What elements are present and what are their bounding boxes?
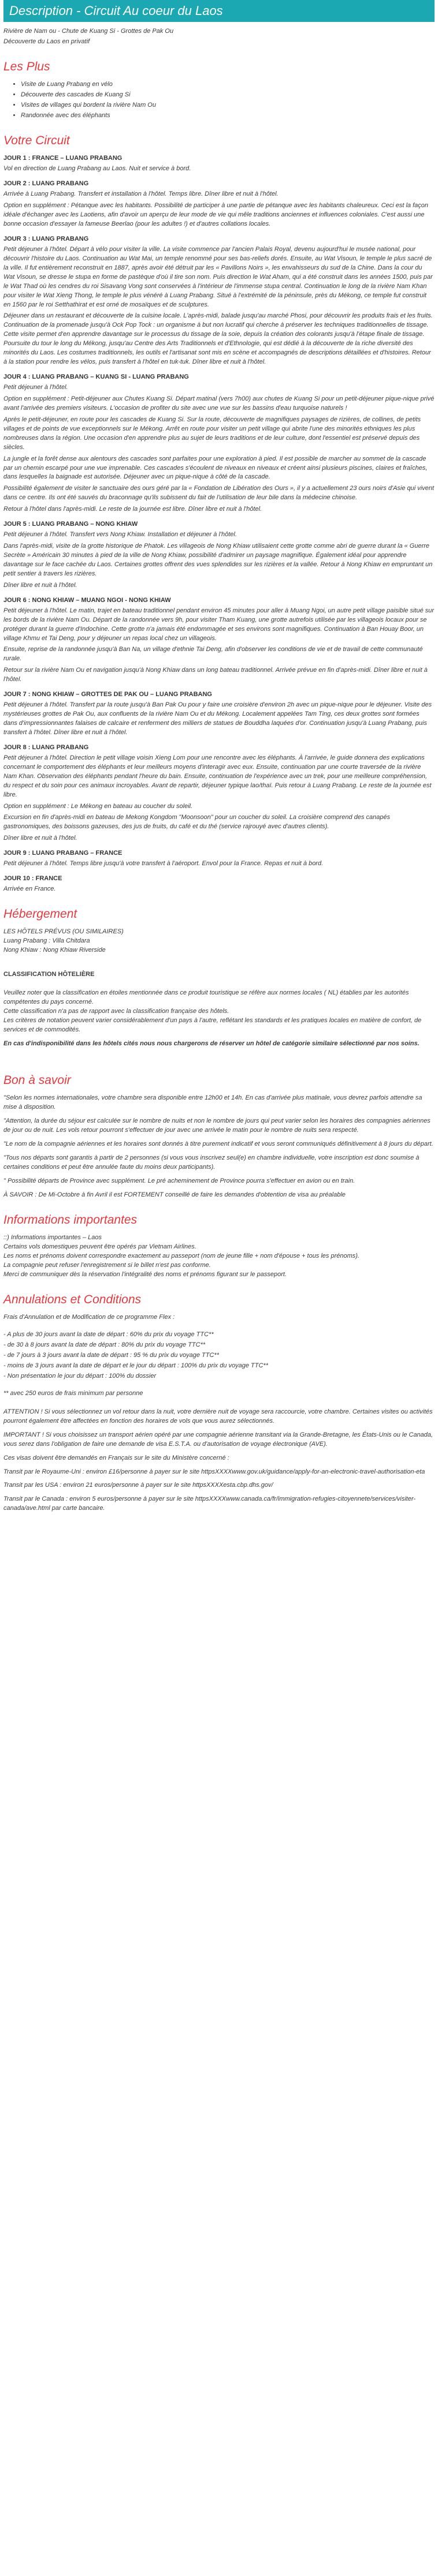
day-paragraph: Petit déjeuner à l'hôtel. Départ à vélo pour visiter la ville. La visite commence par l'ancien Palais Royal, devenu aujourd'hui le musée national, pour découvrir l'histoire du Laos. Continuation au Wat Mai, un temple renommé pour ses bas-reliefs dorés. Ensuite, au Wat Visoun, le temple le plus sacré de la ville. Il fut entièrement reconstruit en 1887, après avoir été détruit par les « Pavillons Noirs », les envahisseurs du sud de la Chine. Dans la cour du Wat Visoun, se dresse le stupa en forme de pastèque d'où il tire son nom. Puis direction le Wat Aham, qui a été construit dans les années 1500, puis par le Wat Thad où les cendres du roi Sisavang Vong sont conservées à l'intérieur de l'immense stupa central. Continuation le long de la rivière Nam Khan pour visiter le Wat Xieng Thong, le temple le plus vénéré à Luang Prabang. Situé à l'extrémité de la péninsule, près du Mékong, ce temple fut construit en 1560 par le roi Setthathirat et est orné de mosaïques et de sculptures. [3, 245, 433, 308]
classification-title: CLASSIFICATION HÔTELIÈRE [3, 971, 95, 978]
day-paragraph: Ensuite, reprise de la randonnée jusqu'à Ban Na, un village d'ethnie Tai Deng, afin d'observer les conditions de vie et de travail de cette communauté rurale. [3, 646, 423, 663]
day-paragraph: Petit déjeuner à l'hôtel. Temps libre jusqu'à votre transfert à l'aéroport. Envol pour la France. Repas et nuit à bord. [3, 860, 324, 868]
list-item: • Randonnée avec des éléphants [21, 111, 435, 121]
itinerary [3, 154, 435, 894]
day-title: JOUR 5 : LUANG PRABANG – NONG KHIAW [3, 521, 138, 528]
paragraph: "Selon les normes internationales, votre chambre sera disponible entre 12h00 et 14h. En cas d'arrivée plus matinale, vous devrez parfois attendre sa mise à disposition. [3, 1094, 422, 1111]
page-title: Description - Circuit Au coeur du Laos [3, 0, 435, 22]
day-paragraph: Arrivée en France. [3, 885, 56, 893]
cancellation-line: - moins de 3 jours avant la date de départ et le jour du départ : 100% du prix du voyage TTC** [3, 1362, 268, 1370]
day-title: JOUR 9 : LUANG PRABANG – FRANCE [3, 850, 123, 857]
day-title: JOUR 7 : NONG KHIAW – GROTTES DE PAK OU – LUANG PRABANG [3, 691, 212, 698]
hotel-line: Luang Prabang : Villa Chitdara [3, 937, 90, 945]
cancellation-line: - A plus de 30 jours avant la date de départ : 60% du prix du voyage TTC** [3, 1331, 214, 1339]
day-paragraph: Petit déjeuner à l'hôtel. [3, 384, 68, 391]
day-block [3, 373, 435, 514]
informations-section [3, 1233, 435, 1280]
day-paragraph: Après le petit-déjeuner, en route pour les cascades de Kuang Si. Sur la route, découverte de magnifiques paysages de rizières, de collines, de petits villages et de points de vue exceptionnels sur le Mékong. Arrêt en route pour visiter un petit village qui abrite l'une des minorités ethniques les plus nombreuses dans la région. Une occasion d'en apprendre plus au sujet de leurs traditions et de leur culture, dont l'essentiel est préservé depuis des siècles. [3, 416, 421, 451]
day-paragraph: Petit déjeuner à l'hôtel. Le matin, trajet en bateau traditionnel pendant environ 45 minutes pour aller à Muang Ngoi, un autre petit village paisible situé sur les bords de la rivière Nam Ou. Départ de la randonnée vers 9h, pour visiter Tham Kuang, une grotte autrefois utilisée par les villageois locaux pour se protéger durant la guerre d'Indochine. Cette grotte n'a jamais été endommagée et ses environs sont magnifiques. Continuation à Ban Houay Boor, un village Khmu et Tai Deng, pour y déjeuner un repas local chez un villageois. [3, 607, 435, 642]
day-block [3, 180, 435, 229]
day-paragraph: Petit déjeuner à l'hôtel. Transfert par la route jusqu'à Ban Pak Ou pour y faire une croisière d'environ 2h avec un pique-nique pour le déjeuner. Visite des mystérieuses grottes de Pak Ou, aux confluents de la rivière Nam Ou et du Mékong. Localement appelées Tam Ting, ces deux grottes sont formées dans d'impressionnantes falaises de calcaire et renferment des milliers de statues de Bouddha laquées d'or. Continuation jusqu'à Luang Prabang, puis transfert à l'hôtel. Dîner libre et nuit à l'hôtel. [3, 701, 432, 736]
paragraph: Frais d'Annulation et de Modification de ce programme Flex : [3, 1314, 175, 1321]
hebergement-section [3, 928, 435, 1048]
footnote: ** avec 250 euros de frais minimum par personne [3, 1389, 143, 1397]
important-note: IMPORTANT ! Si vous choisissez un transport aérien opéré par une compagnie aérienne transitant via la Grande-Bretagne, les États-Unis ou le Canada, vous serez dans l'obligation de faire une demande de visa E.S.T.A. ou d'autorisation de voyage électronique (AVE). [3, 1431, 433, 1448]
day-block [3, 874, 435, 894]
day-paragraph: Possibilité également de visiter le sanctuaire des ours géré par la « Fondation de Libération des Ours », il y a actuellement 23 ours noirs d'Asie qui vivent dans ce centre. Ils ont été sauvés du braconnage qu'ils subissent du fait de l'utilisation de leur bile dans la médecine chinoise. [3, 485, 435, 502]
paragraph: "Attention, la durée du séjour est calculée sur le nombre de nuits et non le nombre de jours qui peut varier selon les horaires des compagnies aériennes de jour ou de nuit. Les vols retour pourront s'effectuer de jour avec une arrivée le matin pour le nombre de nuits sera respecté. [3, 1117, 430, 1134]
day-paragraph: Dîner libre et nuit à l'hôtel. [3, 581, 77, 589]
day-block [3, 235, 435, 367]
day-paragraph: Option en supplément : Petit-déjeuner aux Chutes Kuang Si. Départ matinal (vers 7h00) aux chutes de Kuang Si pour un petit-déjeuner pique-nique privé avant l'arrivée des premiers visiteurs. L'occasion de profiter du site avec une vue sur les bassins d'eau turquoise naturels ! [3, 395, 435, 412]
visa-line: Ces visas doivent être demandés en Français sur le site du Ministère concerné : [3, 1454, 229, 1461]
day-paragraph: Retour à l'hôtel dans l'après-midi. Le reste de la journée est libre. Dîner libre et nuit à l'hôtel. [3, 506, 262, 513]
day-paragraph: La jungle et la forêt dense aux alentours des cascades sont parfaites pour une exploration à pied. Il est possible de marcher au sommet de la cascade par un chemin escarpé pour une vue imprenable. Ces cascades s'écoulent de niveaux en niveaux et créent ainsi plusieurs piscines, claires et fraîches, dans lesquelles la baignade est autorisée. Déjeuner avec un pique-nique à côté de la cascade. [3, 455, 428, 481]
day-paragraph: Dans l'après-midi, visite de la grotte historique de Phatok. Les villageois de Nong Khiaw utilisaient cette grotte comme abri de guerre durant la « Guerre Secrète » Américain 30 minutes à pied de la ville de Nong Khiaw, possibilité d'admirer un paysage magnifique. Également idéal pour apprendre davantage sur le face cachée du Laos. Certaines grottes offrent des vues splendides sur les rizières et la vallée. Retour à Nong Khiaw en empruntant un petit sentier à travers les rizières. [3, 543, 433, 577]
classification-text: Cette classification n'a pas de rapport avec la classification française des hôtels. [3, 1008, 229, 1015]
intro-line: Découverte du Laos en privatif [3, 38, 90, 45]
day-paragraph: Déjeuner dans un restaurant et découverte de la cuisine locale. L'après-midi, balade jusqu'au marché Phosi, pour découvrir les produits frais et les fruits. Continuation de la promenade jusqu'à Ock Pop Tock : un organisme à but non lucratif qui cherche à préserver les techniques traditionnelles de tissage. Cette visite permet d'en apprendre davantage sur le processus du tissage de la soie, depuis la création des colorants jusqu'à l'étape finale de tissage. Poursuite du tour le long du Mékong, jusqu'au Centre des Arts Traditionnels et d'Ethnologie, qui est dédié à la découverte de la riche diversité des minorités du Laos. Les costumes traditionnels, les outils et l'artisanat sont mis en scène et accompagnés de descriptions détaillées et d'histoires. Retour à la station pour rendre les vélos, puis transfert à l'hôtel en tuk-tuk. Dîner libre et nuit à l'hôtel. [3, 312, 433, 366]
plus-list [3, 80, 435, 121]
heading-hebergement: Hébergement [3, 907, 77, 921]
cancellation-line: - Non présentation le jour du départ : 100% du dossier [3, 1372, 157, 1379]
cancellation-line: - de 7 jours à 3 jours avant la date de départ : 95 % du prix du voyage TTC** [3, 1352, 219, 1359]
day-paragraph: Option en supplément : Le Mékong en bateau au coucher du soleil. [3, 802, 193, 810]
classification-text: Veuillez noter que la classification en étoiles mentionnée dans ce produit touristique se réfère aux normes locales ( NL) établies par les autorités compétentes du pays concerné. [3, 989, 409, 1006]
paragraph: La compagnie peut refuser l'enregistrement si le billet n'est pas conforme. [3, 1261, 211, 1269]
paragraph: "Le nom de la compagnie aériennes et les horaires sont donnés à titre purement indicatif et vous seront communiqués définitivement à 8 jours du départ. [3, 1141, 433, 1148]
attention-note: ATTENTION ! Si vous sélectionnez un vol retour dans la nuit, votre dernière nuit de voyage sera raccourcie, votre chambre. Certaines visites ou activités pourront également être affectées en fonction des horaires de vols que vous aurez sélectionnés. [3, 1408, 433, 1425]
day-paragraph: Option en supplément : Pétanque avec les habitants. Possibilité de participer à une partie de pétanque avec les habitants chaleureux. Ceci est la façon idéale d'échanger avec les Laotiens, afin d'avoir un aperçu de leur mode de vie qui mêle traditions anciennes et influences coloniales. C'est aussi une bonne occasion d'essayer la fameuse Beerlao (pour les adultes !) et d'autres collations locales. [3, 202, 429, 228]
day-paragraph: Petit déjeuner à l'hôtel. Transfert vers Nong Khiaw. Installation et déjeuner à l'hôtel. [3, 531, 237, 539]
day-block [3, 690, 435, 738]
paragraph: À SAVOIR : De Mi-Octobre à fin Avril il est FORTEMENT conseillé de faire les demandes d'obtention de visa au préalable [3, 1191, 346, 1198]
heading-informations: Informations importantes [3, 1213, 138, 1227]
day-title: JOUR 2 : LUANG PRABANG [3, 180, 89, 188]
visa-line: Transit par les USA : environ 21 euros/personne à payer sur le site httpsXXXXesta.cbp.dhs.gov/ [3, 1482, 273, 1489]
day-title: JOUR 1 : FRANCE – LUANG PRABANG [3, 155, 123, 162]
day-title: JOUR 4 : LUANG PRABANG – KUANG SI - LUANG PRABANG [3, 373, 189, 381]
visa-line: Transit par le Canada : environ 5 euros/personne à payer sur le site httpsXXXXwww.canada.ca/fr/immigration-refugies-citoyennete/services/visiter-canada/ave.html par carte bancaire. [3, 1495, 416, 1512]
hotels-subtitle: LES HÔTELS PRÉVUS (OU SIMILAIRES) [3, 928, 124, 936]
day-block [3, 154, 435, 174]
day-block [3, 520, 435, 590]
list-item: • Découverte des cascades de Kuang Si [21, 91, 435, 100]
heading-les-plus: Les Plus [3, 59, 50, 73]
day-paragraph: Vol en direction de Luang Prabang au Laos. Nuit et service à bord. [3, 165, 191, 173]
paragraph: ::) Informations importantes – Laos [3, 1234, 102, 1242]
intro-line: Rivière de Nam ou - Chute de Kuang Si - Grottes de Pak Ou [3, 27, 174, 35]
day-paragraph: Arrivée à Luang Prabang. Transfert et installation à l'hôtel. Temps libre. Dîner libre et nuit à l'hôtel. [3, 190, 279, 198]
cancellation-line: - de 30 à 8 jours avant la date de départ : 80% du prix du voyage TTC** [3, 1341, 206, 1349]
day-title: JOUR 3 : LUANG PRABANG [3, 235, 89, 242]
paragraph: Les noms et prénoms doivent correspondre exactement au passeport (nom de jeune fille + nom d'épouse + tous les prénoms). [3, 1253, 359, 1260]
day-title: JOUR 10 : FRANCE [3, 875, 62, 883]
day-block [3, 743, 435, 843]
annulations-section [3, 1313, 435, 1513]
paragraph: " Possibilité départs de Province avec supplément. Le pré acheminement de Province pourra s'effectuer en avion ou en train. [3, 1177, 355, 1184]
hotel-note: En cas d'indisponibilité dans les hôtels cités nous nous chargerons de réserver un hôtel de catégorie similaire sélectionné par nos soins. [3, 1040, 420, 1047]
paragraph: Merci de communiquer dès la réservation l'intégralité des noms et prénoms figurant sur le passeport. [3, 1270, 287, 1278]
heading-votre-circuit: Votre Circuit [3, 133, 70, 147]
list-item: • Visite de Luang Prabang en vélo [21, 80, 435, 89]
day-title: JOUR 6 : NONG KHIAW – MUANG NGOI - NONG KHIAW [3, 596, 171, 604]
bon-a-savoir-section [3, 1094, 435, 1199]
day-block [3, 596, 435, 685]
hotel-line: Nong Khiaw : Nong Khiaw Riverside [3, 947, 106, 954]
paragraph: "Tous nos départs sont garantis à partir de 2 personnes (si vous vous inscrivez seul(e) en chambre individuelle, votre inscription est donc soumise à certaines conditions et peut être annulée faute du moins deux participants). [3, 1154, 420, 1171]
day-title: JOUR 8 : LUANG PRABANG [3, 743, 89, 751]
list-item: • Visites de villages qui bordent la rivière Nam Ou [21, 101, 435, 110]
day-paragraph: Petit déjeuner à l'hôtel. Direction le petit village voisin Xieng Lom pour une rencontre avec les éléphants. À l'arrivée, le guide donnera des explications concernant le comportement des éléphants et leur meilleurs moyens d'interagir avec eux. Ensuite, continuation par une courte traversée de la rivière Nam Khan. Observation des éléphants pendant l'heure du bain. Ensuite, continuation de l'expérience avec un trek, pour une meilleure compréhension, du respect et du soin pour ces animaux incroyables. Avant de repartir, déjeuner typique lao/thaï. Puis retour à Luang Prabang. Le reste de la journée est libre. [3, 754, 432, 798]
day-paragraph: Excursion en fin d'après-midi en bateau de Mekong Kongdom "Moonsoon" pour un coucher du soleil. La croisière comprend des canapés gastronomiques, des boissons gazeuses, des jus de fruits, du café et du thé (service rajrouyé avec d'autres clients). [3, 814, 391, 831]
day-paragraph: Retour sur la rivière Nam Ou et navigation jusqu'à Nong Khiaw dans un long bateau traditionnel. Arrivée prévue en fin d'après-midi. Dîner libre et nuit à l'hôtel. [3, 667, 428, 683]
heading-bon-a-savoir: Bon à savoir [3, 1073, 71, 1087]
classification-text: Les critères de notation peuvent varier considérablement d'un pays à l'autre, reflétant les standards et les pratiques locales en matière de confort, de services et de commodités. [3, 1017, 422, 1033]
day-block [3, 849, 435, 869]
paragraph: Certains vols domestiques peuvent être opérés par Vietnam Airlines. [3, 1243, 196, 1251]
visa-line: Transit par le Royaume-Uni : environ £16/personne à payer sur le site httpsXXXXwww.gov.uk/guidance/apply-for-an-electronic-travel-authorisation-eta [3, 1468, 425, 1475]
day-paragraph: Dîner libre et nuit à l'hôtel. [3, 835, 77, 842]
heading-annulations: Annulations et Conditions [3, 1292, 142, 1306]
